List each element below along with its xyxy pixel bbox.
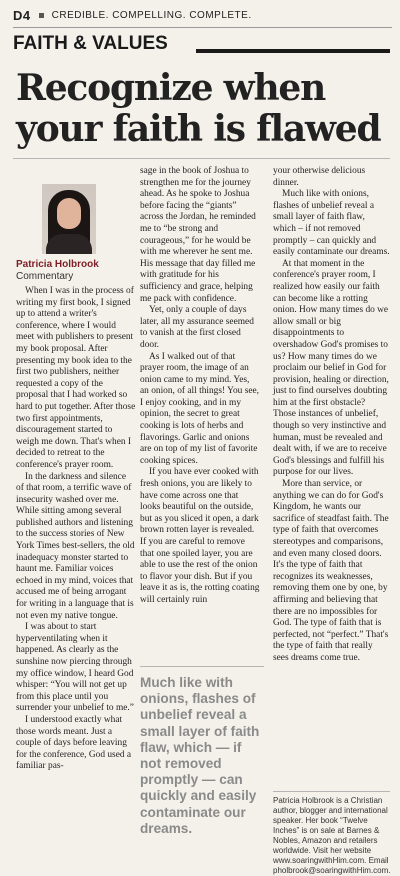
paragraph: your otherwise delicious dinner.	[273, 166, 366, 188]
article-column-2	[140, 166, 260, 607]
paragraph: sage in the book of Joshua to strengthen me for the journey ahead. As he spoke to Joshua before facing the “giants” across the Jordan, he reminded me to “be strong and courageous,” for he would be with me wherever he sent me. His message that day filled me with gratitude for his sufficiency and grace, helping me pack with confidence.	[140, 166, 256, 304]
headline: Recognize when your faith is flawed	[16, 67, 381, 150]
section-rule	[196, 49, 390, 53]
paragraph: I was about to start hyperventilating when it happened. As clearly as the sunshine now piercing through my office window, I heard God whisper: “You will not get up from this place until you surrender your unbelief to me.”	[16, 622, 134, 714]
article-column-1	[16, 286, 136, 773]
paragraph: I understood exactly what those words meant. Just a couple of days before leaving for the conference, God used a familiar pas-	[16, 714, 132, 772]
page-header	[13, 3, 392, 28]
paragraph: More than service, or anything we can do for God's Kingdom, he wants our sacrifice of steadfast faith. The type of faith that overcomes stereotypes and comparisons, and even many closed doors. It's the type of faith that recognizes its weaknesses, removing them one by one, by affirming and believing that there are no impossibles for God. The type of faith that is perfected, not “perfect.” That's the type of faith that really sees dreams come true.	[273, 479, 389, 663]
section-title: FAITH & VALUES	[13, 33, 168, 54]
paragraph: Yet, only a couple of days later, all my assurance seemed to vanish at the first closed door.	[140, 305, 254, 350]
tagline: CREDIBLE. COMPELLING. COMPLETE.	[51, 9, 252, 21]
paragraph: At that moment in the conference's prayer room, I realized how easily our faith can become like a rotting onion. How many times do we allow small or big disappointments to overshadow God's promises to us? How many times do we proclaim our belief in God for provision, healing or direction, just to find ourselves doubting him at the first obstacle? Those instances of unbelief, though so very instinctive and human, must be revealed and dealt with, if we are to receive God's blessings and fulfill his purpose for our lives.	[273, 258, 389, 478]
page-number: D4	[13, 7, 31, 23]
pull-quote: Much like with onions, flashes of unbelief reveal a small layer of faith flaw, which — if not removed promptly — can quickly and easily contaminate our dreams.	[140, 666, 264, 837]
article-column-3	[273, 166, 390, 665]
paragraph: Much like with onions, flashes of unbelief reveal a small layer of faith flaw, which – if not removed promptly – can quickly and easily contaminate our dreams.	[273, 189, 390, 258]
paragraph: If you have ever cooked with fresh onions, you are likely to have come across one that looks beautiful on the outside, but as you sliced it open, a dark brown rotten layer is revealed. If you are careful to remove that one spoiled layer, you are able to use the rest of the onion to flavor your dish. But if you leave it as is, the rotting coating will certainly ruin	[140, 467, 260, 605]
author-photo	[42, 184, 96, 254]
paragraph: In the darkness and silence of that room, a terrific wave of insecurity washed over me. While sitting among several published authors and listening to the success stories of New York Times best-sellers, the old inadequacy monster started to haunt me. Familiar voices echoed in my mind, voices that accused me of being arrogant for writing in a language that is not even my native tongue.	[16, 471, 135, 621]
byline	[16, 259, 136, 283]
paragraph: When I was in the process of writing my first book, I signed up to attend a writer's conference, where I would meet with publishers to present my book proposal. After presenting my book idea to the first two publishers, neither requested a copy of the proposal that I had worked so hard to put together. After those two first appointments, discouragement started to weigh me down. That's when I decided to retreat to the conference's prayer room.	[16, 286, 136, 470]
headline-divider	[13, 158, 390, 159]
separator-square-icon	[39, 13, 44, 18]
paragraph: As I walked out of that prayer room, the image of an onion came to my mind. Yes, an onion, of all things! You see, I enjoy cooking, and in my opinion, the secret to great cooking is lots of herbs and flavorings. Garlic and onions are on top of my list of favorite cooking spices.	[140, 351, 260, 466]
author-role: Commentary	[16, 271, 74, 282]
author-name: Patricia Holbrook	[16, 259, 99, 270]
author-bio: Patricia Holbrook is a Christian author, blogger and international speaker. Her book “Twelve Inches” is on sale at Barnes & Nobles, Amazon and retailers worldwide. Visit her website www.soaringwithHim.com. Email pholbrook@soaringwithHim.com.	[273, 791, 390, 876]
